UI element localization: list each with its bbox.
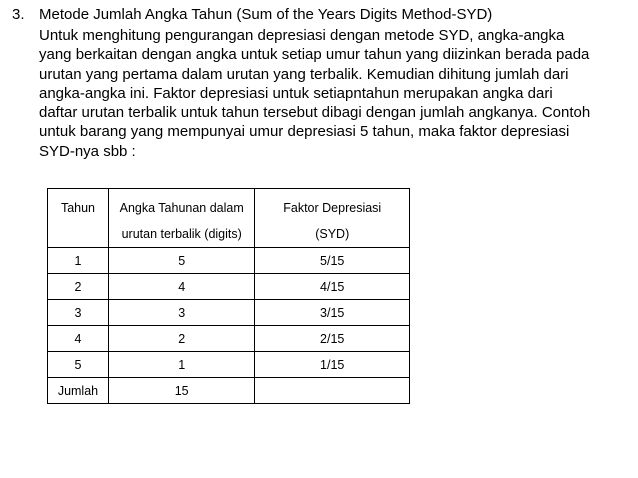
section-paragraph (39, 26, 629, 161)
cell-tahun: 4 (48, 326, 109, 352)
paragraph-line: daftar urutan terbalik untuk tahun tersebut dibagi dengan jumlah angkanya. Contoh (39, 104, 591, 122)
cell-total-label: Jumlah (48, 378, 109, 404)
header-faktor (255, 189, 410, 248)
header-tahun (48, 189, 109, 248)
paragraph-line: urutan yang pertama dalam urutan yang terbalik. Kemudian dihitung jumlah dari (39, 65, 569, 83)
paragraph-line: SYD-nya sbb : (39, 142, 136, 160)
header-tahun-label: Tahun (60, 201, 95, 215)
cell-faktor: 5/15 (255, 248, 410, 274)
header-angka (108, 189, 255, 248)
paragraph-line: untuk barang yang mempunyai umur depresiasi 5 tahun, maka faktor depresiasi (39, 123, 570, 141)
syd-table (47, 188, 410, 404)
paragraph-line: yang berkaitan dengan angka untuk setiap umur tahun yang diizinkan berada pada (39, 46, 590, 64)
cell-angka: 2 (108, 326, 255, 352)
cell-faktor: 3/15 (255, 300, 410, 326)
table-row (48, 326, 410, 352)
table-header-row (48, 189, 410, 248)
cell-angka: 4 (108, 274, 255, 300)
section-title: Metode Jumlah Angka Tahun (Sum of the Years Digits Method-SYD) (39, 6, 493, 23)
table-row (48, 274, 410, 300)
paragraph-line: angka-angka ini. Faktor depresiasi untuk setiapntahun merupakan angka dari (39, 84, 553, 102)
cell-faktor: 2/15 (255, 326, 410, 352)
table-row (48, 300, 410, 326)
cell-tahun: 5 (48, 352, 109, 378)
cell-total-faktor (255, 378, 410, 404)
cell-total-angka: 15 (108, 378, 255, 404)
header-faktor-line1: Faktor Depresiasi (283, 201, 382, 215)
table-total-row (48, 378, 410, 404)
header-angka-line1: Angka Tahunan dalam (119, 201, 244, 215)
cell-faktor: 4/15 (255, 274, 410, 300)
table-row (48, 248, 410, 274)
cell-angka: 1 (108, 352, 255, 378)
paragraph-line: Untuk menghitung pengurangan depresiasi dengan metode SYD, angka-angka (39, 27, 565, 44)
cell-tahun: 3 (48, 300, 109, 326)
table-row (48, 352, 410, 378)
cell-tahun: 1 (48, 248, 109, 274)
header-angka-line2: urutan terbalik (digits) (121, 227, 242, 241)
section-number: 3. (12, 6, 25, 23)
cell-angka: 3 (108, 300, 255, 326)
header-faktor-line2: (SYD) (315, 227, 350, 241)
cell-faktor: 1/15 (255, 352, 410, 378)
cell-tahun: 2 (48, 274, 109, 300)
section-heading (12, 5, 492, 25)
cell-angka: 5 (108, 248, 255, 274)
